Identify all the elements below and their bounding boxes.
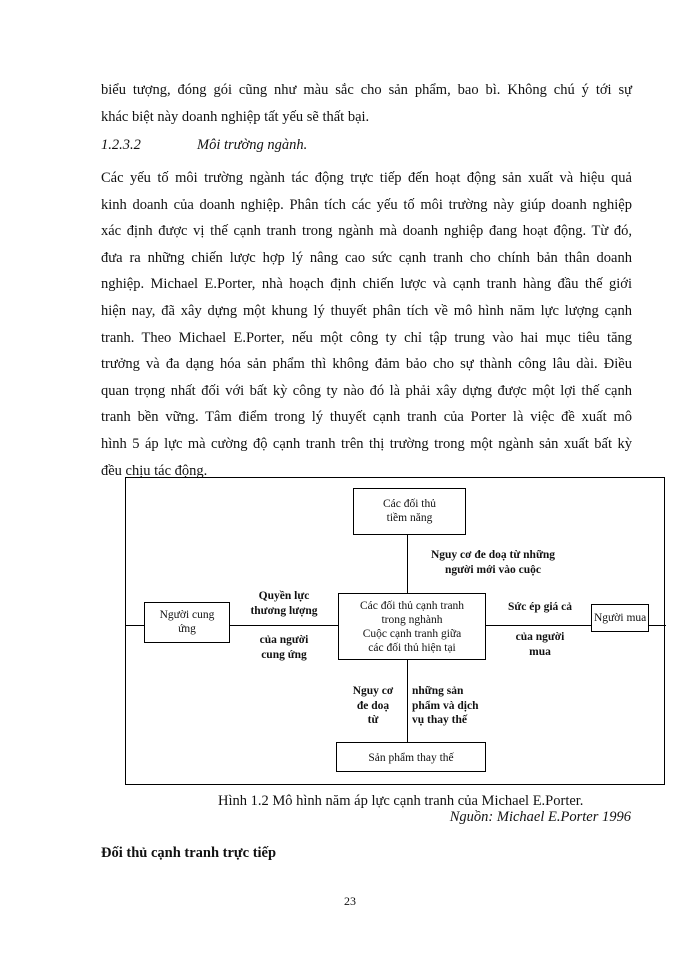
text-line: hình 5 áp lực mà cường độ cạnh tranh trên thị trường trong một ngành sản xuất bất kỳ: [101, 435, 632, 452]
text-line: đưa ra những chiến lược hợp lý nâng cao sức cạnh tranh cho chính bản thân doanh: [101, 249, 632, 266]
box-text: tiềm năng: [386, 512, 433, 524]
label-text: Nguy cơ đe doạ từ những: [430, 549, 555, 561]
label-text: của người: [259, 634, 309, 646]
label-text: mua: [529, 645, 551, 658]
suppliers-box: [144, 602, 230, 643]
body-paragraph: [101, 165, 632, 484]
label-text: thương lượng: [250, 604, 318, 617]
intro-paragraph: [101, 77, 632, 130]
buyers-box: [591, 604, 649, 632]
label-text: của người: [515, 631, 565, 643]
label-text: Sức ép giá cả: [507, 601, 573, 613]
box-text: trong nghành: [381, 614, 443, 626]
section-number: 1.2.3.2: [101, 137, 141, 153]
new-entrants-threat-label: [419, 548, 567, 577]
text-line: khác biệt này doanh nghiệp tất yếu sẽ thất bại.: [101, 108, 370, 125]
label-text: Quyền lực: [258, 590, 310, 602]
supplier-power-label-cont: [234, 633, 334, 662]
label-text: phẩm và dịch: [412, 699, 479, 712]
text-line: đều chịu tác động.: [101, 462, 208, 479]
substitute-threat-label: [344, 684, 402, 728]
box-text: Cuộc cạnh tranh giữa: [362, 628, 462, 640]
figure-caption: Hình 1.2 Mô hình năm áp lực cạnh tranh của Michael E.Porter.: [218, 793, 584, 809]
text-line: nghiệp. Michael E.Porter, nhà hoạch định chiến lược và cạnh tranh hàng đầu thế giới: [101, 276, 632, 293]
section-title: Môi trường ngành.: [197, 137, 308, 153]
label-text: từ: [367, 714, 379, 726]
box-text: Sản phẩm thay thế: [368, 752, 454, 764]
potential-competitors-box: [353, 488, 466, 535]
substitute-products-label: [412, 684, 492, 728]
text-line: kinh doanh của doanh nghiệp. Phân tích các yếu tố môi trường này giúp doanh nghiệp: [101, 196, 632, 213]
label-text: cung ứng: [261, 648, 307, 661]
buyer-power-label: [490, 630, 590, 659]
label-text: Nguy cơ: [352, 685, 394, 697]
label-text: người mới vào cuộc: [445, 563, 541, 576]
box-text: ứng: [178, 623, 196, 635]
text-line: tranh. Theo Michael E.Porter, nếu một công ty chỉ tập trung vào hai mục tiêu tăng: [101, 329, 632, 346]
porter-five-forces-diagram: [125, 477, 665, 785]
text-line: Các yếu tố môi trường ngành tác động trực tiếp đến hoạt động sản xuất và hiệu quả: [101, 170, 632, 186]
label-text: vụ thay thế: [412, 714, 467, 726]
box-text: Người cung: [159, 609, 215, 621]
supplier-power-label: [234, 589, 334, 618]
page-number: 23: [344, 894, 356, 908]
label-text: đe doạ: [356, 699, 390, 712]
box-text: các đối thủ hiện tại: [368, 642, 456, 654]
figure-source: Nguồn: Michael E.Porter 1996: [449, 809, 631, 825]
section-heading: [101, 137, 307, 154]
text-line: tranh bền vững. Tâm điểm trong lý thuyết cạnh tranh của Porter là việc đề xuất mô: [101, 409, 632, 426]
substitutes-box: [336, 742, 486, 772]
text-line: biểu tượng, đóng gói cũng như màu sắc cho sản phẩm, bao bì. Không chú ý tới sự: [101, 82, 632, 98]
label-text: những sản: [412, 685, 464, 697]
text-line: quan trọng nhất đối với bất kỳ công ty nào đó là phải xây dựng được một lợi thế cạnh: [101, 382, 632, 399]
price-pressure-label: [490, 600, 590, 615]
industry-competitors-box: [338, 593, 486, 660]
box-text: Các đối thủ cạnh tranh: [359, 600, 465, 612]
text-line: hiện nay, đã xây dựng một khung lý thuyết phân tích về mô hình năm lực lượng cạnh: [101, 302, 632, 319]
subsection-heading: Đối thủ cạnh tranh trực tiếp: [101, 845, 277, 861]
text-line: xác định được vị thế cạnh tranh trong ngành mà doanh nghiệp đang hoạt động. Từ đó,: [101, 223, 632, 240]
box-text: Các đối thủ: [382, 498, 437, 510]
box-text: Người mua: [594, 612, 647, 624]
text-line: trưởng và đa dạng hóa sản phẩm thì không đảm bảo cho sự thành công lâu dài. Điều: [101, 356, 632, 373]
